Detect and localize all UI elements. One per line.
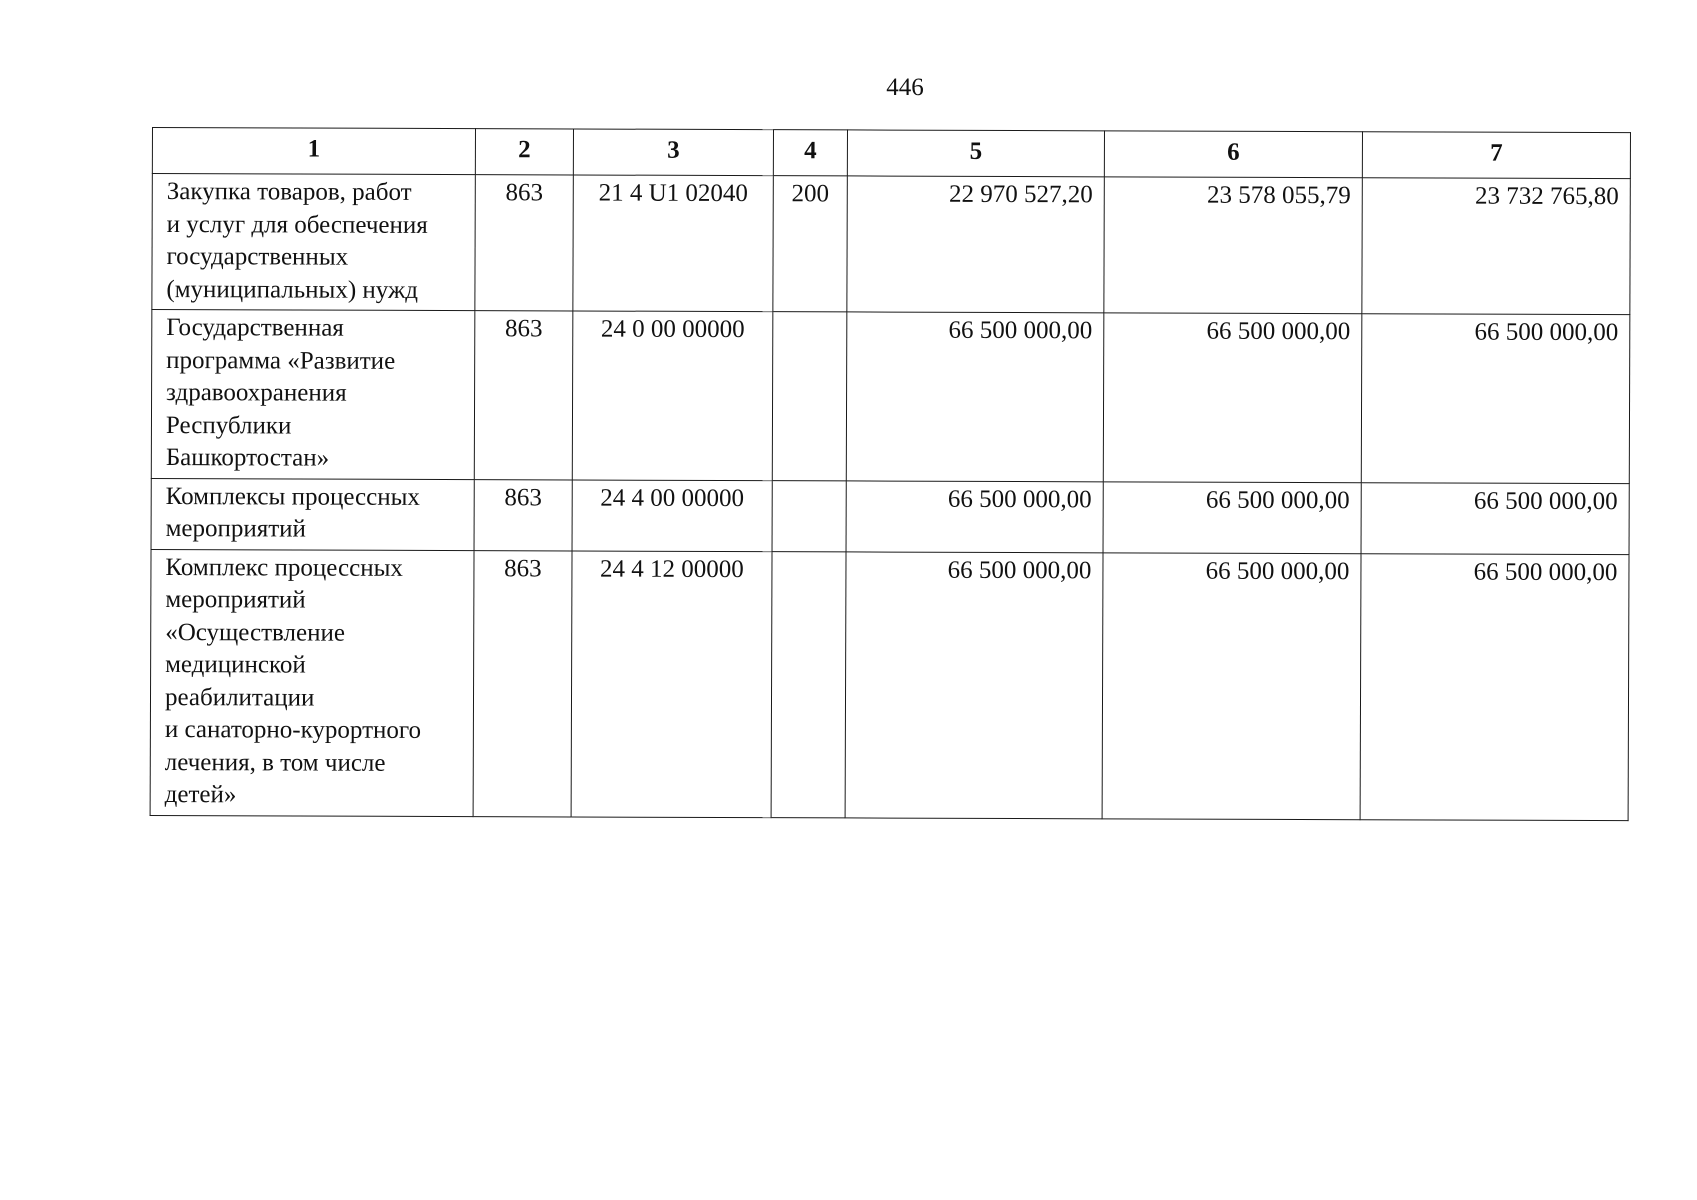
row-name-line: Комплексы процессных	[165, 482, 421, 511]
row-name-line: детей»	[164, 781, 237, 809]
column-header-5: 5	[847, 130, 1104, 177]
amount-col5-cell: 66 500 000,00	[845, 551, 1103, 818]
amount-col6-cell: 66 500 000,00	[1102, 552, 1361, 819]
ministry-code-cell: 863	[474, 311, 573, 480]
column-header-3: 3	[573, 129, 773, 176]
row-name-line: мероприятий	[165, 515, 307, 543]
ministry-code-cell: 863	[474, 479, 572, 550]
row-name-cell	[150, 549, 474, 816]
ministry-code-cell: 863	[473, 550, 572, 816]
column-header-7: 7	[1362, 132, 1630, 179]
column-header-1: 1	[152, 128, 475, 175]
amount-col5-cell: 66 500 000,00	[846, 480, 1103, 552]
expense-type-cell: 200	[773, 176, 847, 312]
row-name-cell	[151, 478, 474, 550]
expense-type-cell	[771, 551, 846, 817]
expense-type-cell	[772, 312, 847, 481]
ministry-code-cell: 863	[475, 175, 573, 311]
target-article-cell: 24 4 00 00000	[572, 479, 772, 551]
column-header-4: 4	[773, 130, 847, 176]
amount-col6-cell: 66 500 000,00	[1103, 481, 1361, 553]
row-name-cell	[152, 174, 475, 311]
row-name-line: Закупка товаров, работ	[166, 178, 412, 206]
row-name-line: и услуг для обеспечения	[166, 210, 428, 239]
row-name-line: программа «Развитие	[166, 346, 396, 375]
row-name-line: лечения, в том числе	[164, 748, 386, 777]
row-name-line: реабилитации	[164, 683, 315, 712]
expense-type-cell	[772, 480, 846, 551]
amount-col6-cell: 66 500 000,00	[1103, 313, 1362, 482]
table-row	[152, 174, 1630, 315]
row-name-line: здравоохранения	[166, 379, 347, 407]
amount-col6-cell: 23 578 055,79	[1104, 177, 1362, 314]
column-header-2: 2	[475, 129, 573, 175]
row-name-line: и санаторно-курортного	[164, 716, 422, 744]
row-name-line: государственных	[166, 243, 349, 271]
target-article-cell: 24 4 12 00000	[571, 550, 772, 817]
amount-col7-cell: 66 500 000,00	[1361, 314, 1630, 483]
row-name-line: медицинской	[165, 651, 306, 679]
table-header-row	[152, 128, 1630, 179]
row-name-cell	[151, 310, 475, 480]
page-number: 446	[886, 74, 924, 101]
column-header-6: 6	[1104, 131, 1362, 178]
target-article-cell: 24 0 00 00000	[572, 311, 773, 480]
amount-col5-cell: 22 970 527,20	[847, 176, 1104, 313]
budget-table	[150, 127, 1631, 821]
table-row	[151, 310, 1630, 484]
amount-col7-cell: 23 732 765,80	[1362, 178, 1630, 315]
table-row	[151, 478, 1629, 554]
row-name-line: Башкортостан»	[165, 444, 330, 472]
row-name-line: Комплекс процессных	[165, 553, 403, 582]
row-name-line: (муниципальных) нужд	[166, 275, 419, 304]
row-name-line: «Осуществление	[165, 618, 346, 647]
amount-col7-cell: 66 500 000,00	[1361, 482, 1629, 554]
amount-col5-cell: 66 500 000,00	[846, 312, 1104, 481]
row-name-line: Республики	[165, 411, 292, 439]
row-name-line: Государственная	[166, 314, 344, 342]
table-row	[150, 549, 1629, 820]
target-article-cell: 21 4 U1 02040	[573, 175, 773, 312]
row-name-line: мероприятий	[165, 586, 306, 614]
amount-col7-cell: 66 500 000,00	[1360, 553, 1629, 820]
